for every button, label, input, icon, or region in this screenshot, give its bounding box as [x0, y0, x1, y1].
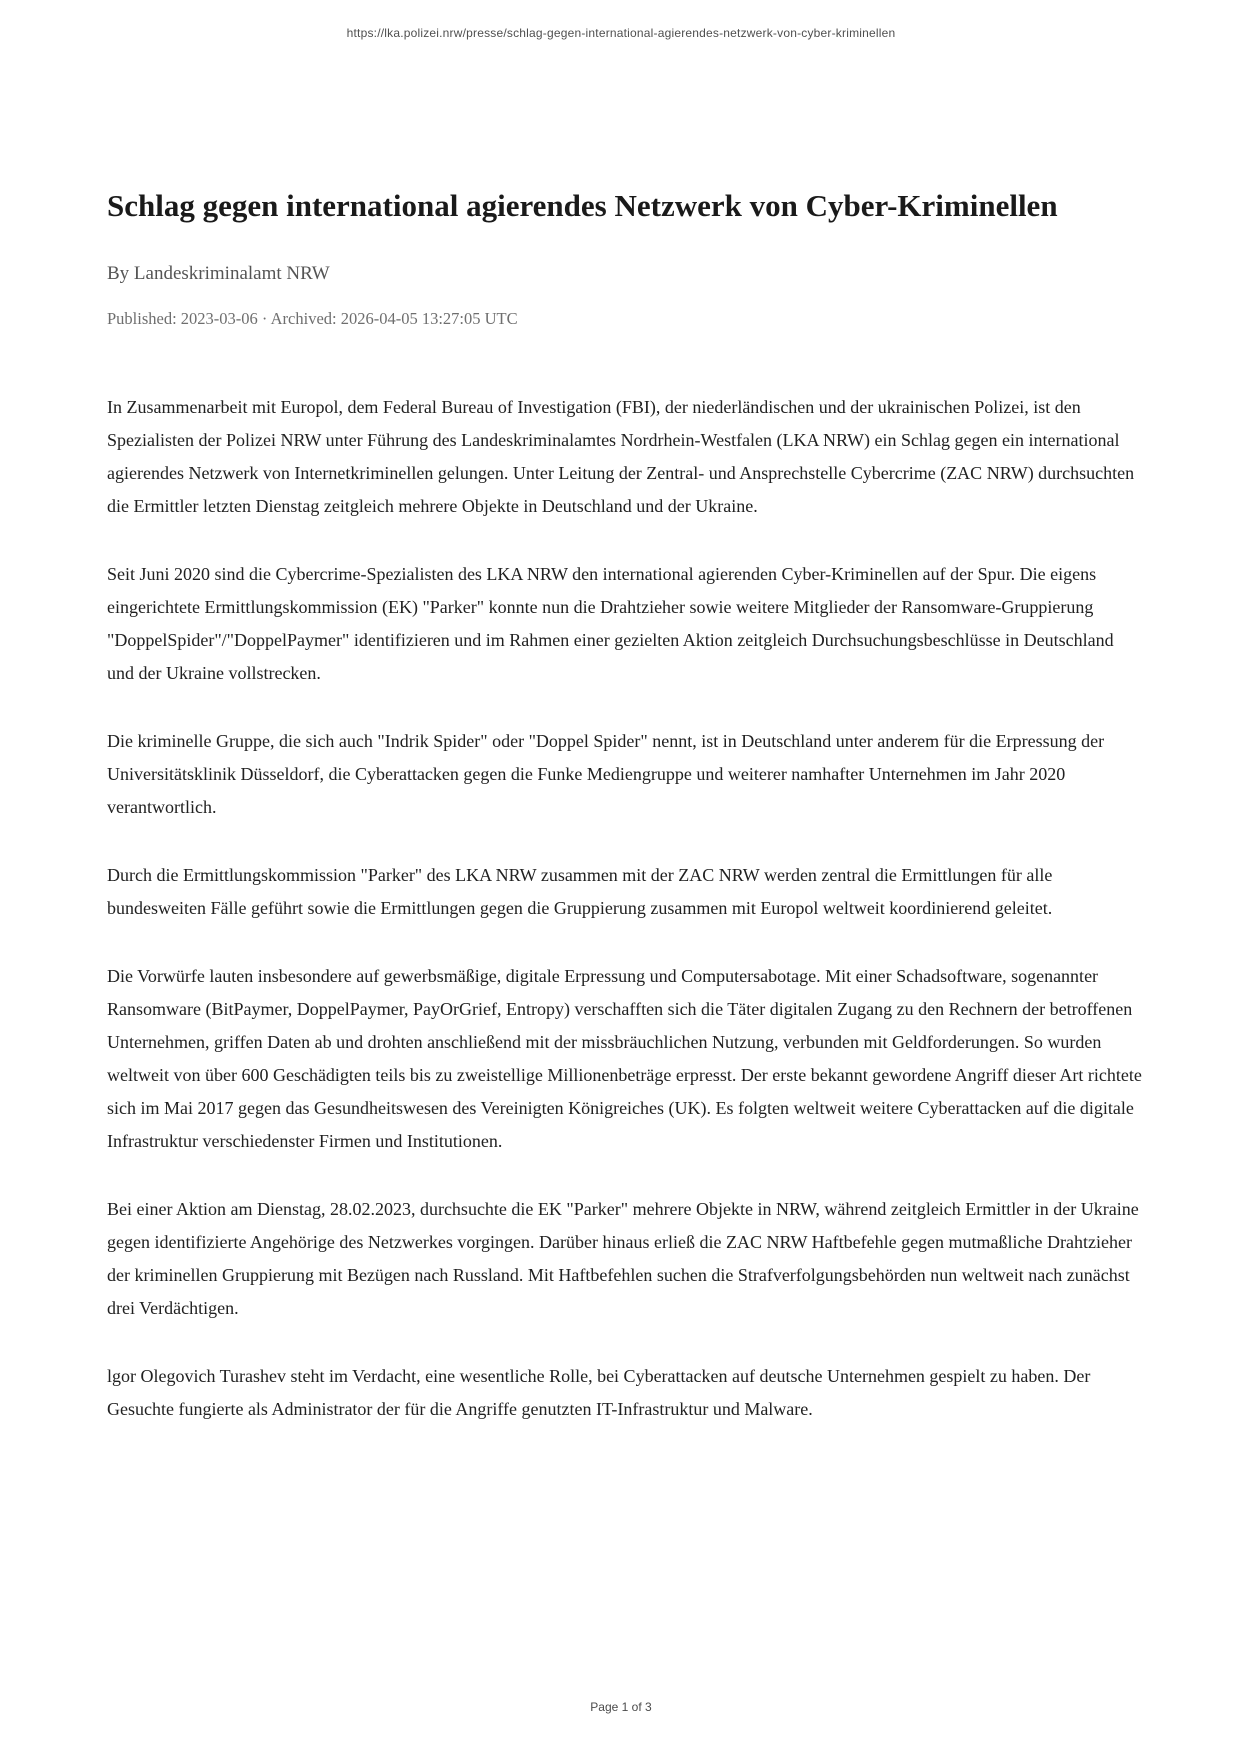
article-meta-published-archived: Published: 2023-03-06 · Archived: 2026-04-05 13:27:05 UTC: [107, 309, 518, 328]
article-paragraph: Bei einer Aktion am Dienstag, 28.02.2023, durchsuchte die EK "Parker" mehrere Objekte in NRW, während zeitgleich Ermittler in der Ukraine gegen identifizierte Angehörige des Netzwerkes vorgingen. Darüber hinaus erließ die ZAC NRW Haftbefehle gegen mutmaßliche Drahtzieher der kriminellen Gruppierung mit Bezügen nach Russland. Mit Haftbefehlen suchen die Strafverfolgungsbehörden nun weltweit nach zunächst drei Verdächtigen.: [107, 1199, 1139, 1318]
page-number-footer: Page 1 of 3: [590, 1700, 652, 1714]
article-paragraph: lgor Olegovich Turashev steht im Verdacht, eine wesentliche Rolle, bei Cyberattacken auf deutsche Unternehmen gespielt zu haben. Der Gesuchte fungierte als Administrator der für die Angriffe genutzten IT-Infrastruktur und Malware.: [107, 1366, 1091, 1419]
article-paragraph: In Zusammenarbeit mit Europol, dem Federal Bureau of Investigation (FBI), der niederländischen und der ukrainischen Polizei, ist den Spezialisten der Polizei NRW unter Führung des Landeskriminalamtes Nordrhein-Westfalen (LKA NRW) ein Schlag gegen ein international agierendes Netzwerk von Internetkriminellen gelungen. Unter Leitung der Zentral- und Ansprechstelle Cybercrime (ZAC NRW) durchsuchten die Ermittler letzten Dienstag zeitgleich mehrere Objekte in Deutschland und der Ukraine.: [107, 397, 1135, 516]
article-body: [107, 391, 1142, 1426]
article-paragraph: Die Vorwürfe lauten insbesondere auf gewerbsmäßige, digitale Erpressung und Computersabotage. Mit einer Schadsoftware, sogenannter Ransomware (BitPaymer, DoppelPaymer, PayOrGrief, Entropy) verschafften sich die Täter digitalen Zugang zu den Rechnern der betroffenen Unternehmen, griffen Daten ab und drohten anschließend mit der missbräuchlichen Nutzung, verbunden mit Geldforderungen. So wurden weltweit von über 600 Geschädigten teils bis zu zweistellige Millionenbeträge erpresst. Der erste bekannt gewordene Angriff dieser Art richtete sich im Mai 2017 gegen das Gesundheitswesen des Vereinigten Königreiches (UK). Es folgten weltweit weitere Cyberattacken auf die digitale Infrastruktur verschiedenster Firmen und Institutionen.: [107, 966, 1142, 1151]
article-byline: By Landeskriminalamt NRW: [107, 263, 330, 284]
article-paragraph: Seit Juni 2020 sind die Cybercrime-Spezialisten des LKA NRW den international agierenden Cyber-Kriminellen auf der Spur. Die eigens eingerichtete Ermittlungskommission (EK) "Parker" konnte nun die Drahtzieher sowie weitere Mitglieder der Ransomware-Gruppierung "DoppelSpider"/"DoppelPaymer" identifizieren und im Rahmen einer gezielten Aktion zeitgleich Durchsuchungsbeschlüsse in Deutschland und der Ukraine vollstrecken.: [107, 564, 1114, 683]
page-url-header: https://lka.polizei.nrw/presse/schlag-gegen-international-agierendes-netzwerk-von-cyber-kriminellen: [346, 26, 896, 40]
article-paragraph: Durch die Ermittlungskommission "Parker" des LKA NRW zusammen mit der ZAC NRW werden zentral die Ermittlungen für alle bundesweiten Fälle geführt sowie die Ermittlungen gegen die Gruppierung zusammen mit Europol weltweit koordinierend geleitet.: [107, 865, 1053, 918]
article-paragraph: Die kriminelle Gruppe, die sich auch "Indrik Spider" oder "Doppel Spider" nennt, ist in Deutschland unter anderem für die Erpressung der Universitätsklinik Düsseldorf, die Cyberattacken gegen die Funke Mediengruppe und weiterer namhafter Unternehmen im Jahr 2020 verantwortlich.: [107, 731, 1105, 817]
article-container: [107, 40, 1142, 1426]
page-title: Schlag gegen international agierendes Netzwerk von Cyber-Kriminellen: [107, 188, 1058, 223]
